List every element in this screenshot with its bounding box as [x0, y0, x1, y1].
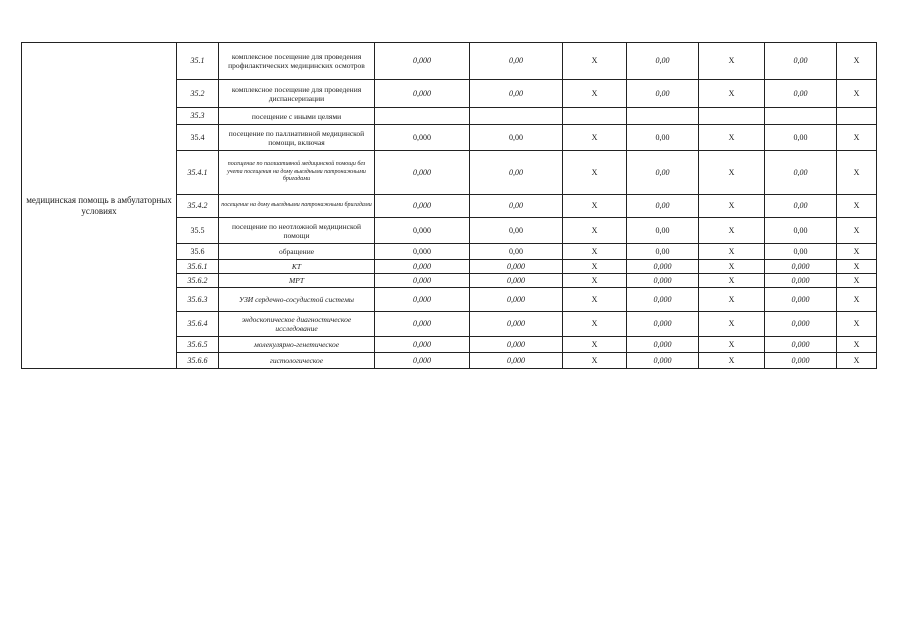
x-mark-cell: X [563, 312, 627, 337]
x-mark-cell: X [563, 337, 627, 353]
x-mark-cell: X [699, 151, 765, 195]
value-cell: 0,000 [375, 125, 470, 151]
value-cell: 0,000 [470, 260, 563, 274]
row-code: 35.6.2 [177, 274, 219, 288]
x-mark-cell: X [699, 125, 765, 151]
value-cell: 0,00 [470, 218, 563, 244]
x-mark-cell: X [563, 353, 627, 369]
x-mark-cell: X [837, 244, 877, 260]
x-mark-cell: X [563, 151, 627, 195]
x-mark-cell: X [699, 244, 765, 260]
x-mark-cell: X [837, 43, 877, 80]
row-name: комплексное посещение для проведения диспансеризации [219, 80, 375, 108]
row-name: обращение [219, 244, 375, 260]
value-cell [627, 108, 699, 125]
x-mark-cell: X [563, 288, 627, 312]
value-cell: 0,000 [765, 337, 837, 353]
x-mark-cell: X [699, 312, 765, 337]
value-cell: 0,000 [375, 274, 470, 288]
value-cell: 0,000 [765, 353, 837, 369]
value-cell: 0,000 [375, 43, 470, 80]
x-mark-cell: X [837, 353, 877, 369]
value-cell [765, 108, 837, 125]
value-cell: 0,00 [470, 195, 563, 218]
row-code: 35.2 [177, 80, 219, 108]
value-cell: 0,000 [375, 244, 470, 260]
value-cell: 0,000 [375, 260, 470, 274]
category-cell: медицинская помощь в амбулаторных условиях [22, 43, 177, 369]
value-cell: 0,000 [375, 151, 470, 195]
row-name: УЗИ сердечно-сосудистой системы [219, 288, 375, 312]
value-cell: 0,000 [765, 288, 837, 312]
value-cell: 0,00 [470, 125, 563, 151]
value-cell: 0,000 [765, 274, 837, 288]
x-mark-cell: X [837, 125, 877, 151]
value-cell: 0,000 [470, 274, 563, 288]
row-name: посещение на дому выездными патронажными бригадами [219, 195, 375, 218]
row-code: 35.4.2 [177, 195, 219, 218]
row-name: гистологическое [219, 353, 375, 369]
row-code: 35.6.1 [177, 260, 219, 274]
x-mark-cell: X [699, 288, 765, 312]
x-mark-cell: X [699, 353, 765, 369]
value-cell: 0,00 [627, 151, 699, 195]
x-mark-cell: X [837, 195, 877, 218]
value-cell: 0,00 [470, 80, 563, 108]
value-cell: 0,00 [627, 43, 699, 80]
x-mark-cell: X [837, 151, 877, 195]
x-mark-cell [699, 108, 765, 125]
row-code: 35.6.3 [177, 288, 219, 312]
x-mark-cell [563, 108, 627, 125]
x-mark-cell: X [699, 274, 765, 288]
row-code: 35.6.5 [177, 337, 219, 353]
x-mark-cell: X [563, 80, 627, 108]
value-cell: 0,00 [627, 195, 699, 218]
x-mark-cell: X [837, 274, 877, 288]
value-cell: 0,000 [375, 337, 470, 353]
value-cell: 0,000 [470, 353, 563, 369]
value-cell: 0,000 [765, 312, 837, 337]
x-mark-cell: X [837, 80, 877, 108]
value-cell [470, 108, 563, 125]
x-mark-cell: X [563, 218, 627, 244]
value-cell: 0,000 [470, 288, 563, 312]
value-cell: 0,00 [765, 43, 837, 80]
budget-table [21, 42, 877, 369]
x-mark-cell: X [699, 218, 765, 244]
x-mark-cell: X [563, 125, 627, 151]
row-name: посещение по паллиативной медицинской помощи, включая [219, 125, 375, 151]
value-cell: 0,00 [470, 43, 563, 80]
value-cell [375, 108, 470, 125]
value-cell: 0,00 [765, 80, 837, 108]
row-name: КТ [219, 260, 375, 274]
row-name: комплексное посещение для проведения профилактических медицинских осмотров [219, 43, 375, 80]
table-row [22, 43, 877, 80]
row-name: молекулярно-генетическое [219, 337, 375, 353]
value-cell: 0,000 [627, 260, 699, 274]
x-mark-cell: X [563, 260, 627, 274]
x-mark-cell: X [699, 337, 765, 353]
row-code: 35.4 [177, 125, 219, 151]
x-mark-cell: X [699, 195, 765, 218]
row-code: 35.6.6 [177, 353, 219, 369]
value-cell: 0,000 [765, 260, 837, 274]
row-code: 35.6.4 [177, 312, 219, 337]
value-cell: 0,00 [765, 218, 837, 244]
value-cell: 0,00 [627, 125, 699, 151]
x-mark-cell: X [837, 288, 877, 312]
value-cell: 0,000 [375, 353, 470, 369]
row-code: 35.6 [177, 244, 219, 260]
row-name: эндоскопическое диагностическое исследование [219, 312, 375, 337]
x-mark-cell: X [563, 43, 627, 80]
row-name: посещение с иными целями [219, 108, 375, 125]
row-code: 35.5 [177, 218, 219, 244]
x-mark-cell: X [563, 244, 627, 260]
value-cell: 0,000 [375, 80, 470, 108]
value-cell: 0,00 [765, 125, 837, 151]
value-cell: 0,000 [470, 337, 563, 353]
row-name: МРТ [219, 274, 375, 288]
value-cell: 0,00 [627, 244, 699, 260]
value-cell: 0,000 [627, 312, 699, 337]
value-cell: 0,000 [627, 288, 699, 312]
value-cell: 0,000 [627, 353, 699, 369]
value-cell: 0,00 [765, 195, 837, 218]
value-cell: 0,000 [375, 195, 470, 218]
x-mark-cell [837, 108, 877, 125]
x-mark-cell: X [563, 274, 627, 288]
value-cell: 0,00 [627, 80, 699, 108]
row-code: 35.1 [177, 43, 219, 80]
row-name: посещение по паллиативной медицинской помощи без учета посещения на дому выездными патронажными бригадами [219, 151, 375, 195]
x-mark-cell: X [699, 80, 765, 108]
x-mark-cell: X [837, 260, 877, 274]
row-code: 35.4.1 [177, 151, 219, 195]
row-code: 35.3 [177, 108, 219, 125]
value-cell: 0,000 [627, 337, 699, 353]
x-mark-cell: X [837, 312, 877, 337]
value-cell: 0,000 [375, 218, 470, 244]
value-cell: 0,000 [627, 274, 699, 288]
value-cell: 0,000 [375, 312, 470, 337]
value-cell: 0,00 [765, 151, 837, 195]
x-mark-cell: X [837, 337, 877, 353]
value-cell: 0,00 [470, 151, 563, 195]
x-mark-cell: X [837, 218, 877, 244]
value-cell: 0,000 [375, 288, 470, 312]
value-cell: 0,000 [470, 312, 563, 337]
x-mark-cell: X [563, 195, 627, 218]
value-cell: 0,00 [765, 244, 837, 260]
value-cell: 0,00 [470, 244, 563, 260]
x-mark-cell: X [699, 260, 765, 274]
x-mark-cell: X [699, 43, 765, 80]
row-name: посещение по неотложной медицинской помощи [219, 218, 375, 244]
value-cell: 0,00 [627, 218, 699, 244]
